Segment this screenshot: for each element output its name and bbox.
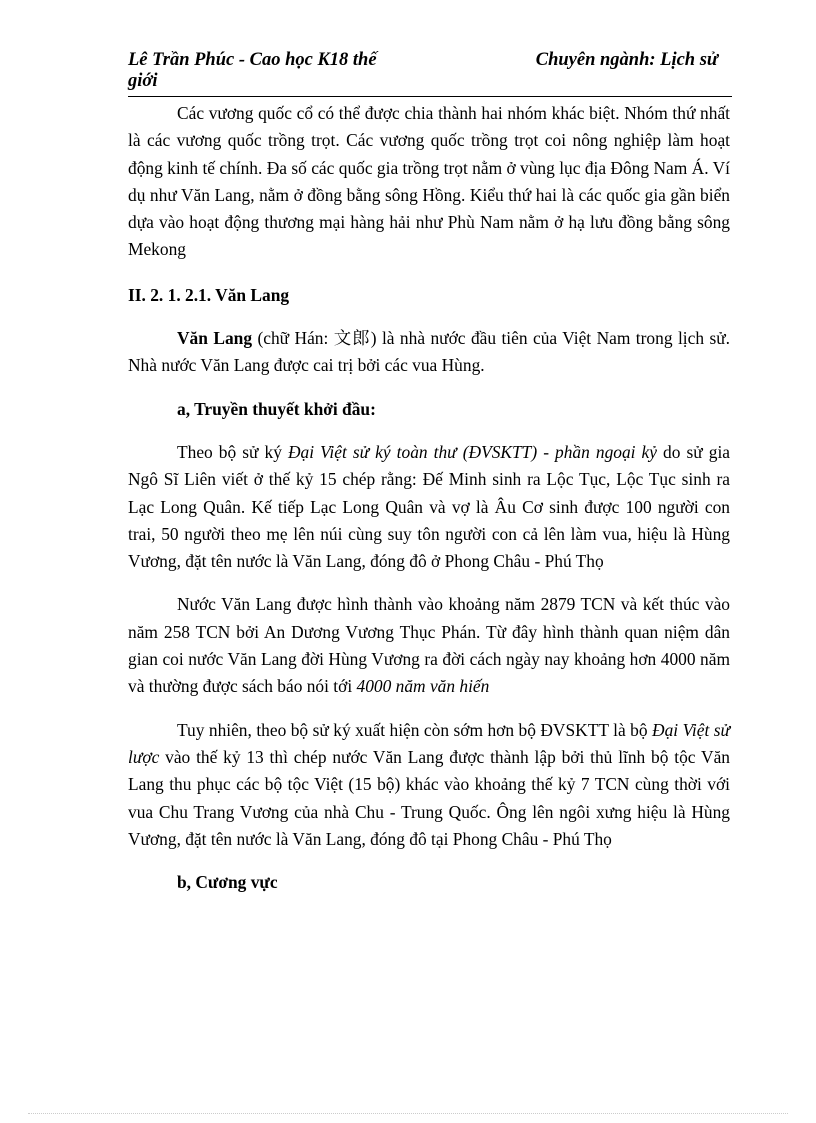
phrase-4000-years: 4000 năm văn hiến [356, 676, 490, 697]
paragraph-alternative-rest: vào thế kỷ 13 thì chép nước Văn Lang được thành lập bởi thủ lĩnh bộ tộc Văn Lang thu phục các bộ tộc Việt (15 bộ) khác vào khoảng thế kỷ 7 TCN cùng thời với vua Chu Trang Vương của nhà Chu - Trung Quốc. Ông lên ngôi xưng hiệu là Hùng Vương, đặt tên nước là Văn Lang, đóng đô tại Phong Châu - Phú Thọ [128, 746, 730, 849]
paragraph-van-lang-intro [128, 325, 730, 380]
header-author: Lê Trần Phúc - Cao học K18 thế giới [128, 50, 377, 91]
paragraph-alternative-lead: Tuy nhiên, theo bộ sử ký xuất hiện còn sớm hơn bộ ĐVSKTT là bộ [177, 719, 653, 740]
header-specialization: Chuyên ngành: Lịch sử [535, 50, 718, 70]
paragraph-formation-lead: Nước Văn Lang được hình thành vào khoảng năm 2879 TCN và kết thúc vào năm 258 TCN bởi An Dương Vương Thục Phán. Từ đây hình thành quan niệm dân gian coi nước Văn Lang đời Hùng Vương ra đời cách ngày nay khoảng hơn 4000 năm và thường được sách báo nói tới [128, 594, 730, 697]
paragraph-legend-lead: Theo bộ sử ký [177, 441, 288, 462]
document-body [128, 100, 730, 896]
subheading-territory: b, Cương vực [177, 872, 278, 893]
paragraph-formation [128, 591, 730, 700]
paragraph-van-lang-intro-text: (chữ Hán: 文郎) là nhà nước đầu tiên của Việt Nam trong lịch sử. Nhà nước Văn Lang được cai trị bởi các vua Hùng. [128, 328, 731, 376]
page-bottom-border [28, 1113, 788, 1114]
page-header [128, 50, 732, 97]
book-title-dai-viet-su-luoc: Đại Việt sử lược [128, 719, 731, 767]
section-heading-van-lang: II. 2. 1. 2.1. Văn Lang [128, 284, 290, 305]
paragraph-legend-rest: do sử gia Ngô Sĩ Liên viết ở thế kỷ 15 chép rằng: Đế Minh sinh ra Lộc Tục, Lộc Tục sinh ra Lạc Long Quân. Kế tiếp Lạc Long Quân và vợ là Âu Cơ sinh được 100 người con trai, 50 người theo mẹ lên núi cùng suy tôn người con cả lên làm vua, hiệu là Hùng Vương, đặt tên nước là Văn Lang, đóng đô ở Phong Châu - Phú Thọ [128, 441, 731, 572]
book-title-dvsktt: Đại Việt sử ký toàn thư (ĐVSKTT) - phần ngoại kỷ [287, 441, 657, 462]
paragraph-alternative-account [128, 717, 730, 853]
paragraph-ancient-kingdoms: Các vương quốc cổ có thể được chia thành hai nhóm khác biệt. Nhóm thứ nhất là các vương quốc trồng trọt. Các vương quốc trồng trọt coi nông nghiệp làm hoạt động kinh tế chính. Đa số các quốc gia trồng trọt nằm ở vùng lục địa Đông Nam Á. Ví dụ như Văn Lang, nằm ở đồng bằng sông Hồng. Kiểu thứ hai là các quốc gia gần biển dựa vào hoạt động thương mại hàng hải như Phù Nam nằm ở hạ lưu đồng bằng sông Mekong [128, 103, 730, 260]
paragraph-legend [128, 439, 730, 575]
subheading-legend: a, Truyền thuyết khởi đầu: [177, 398, 376, 419]
term-van-lang: Văn Lang [177, 328, 253, 349]
